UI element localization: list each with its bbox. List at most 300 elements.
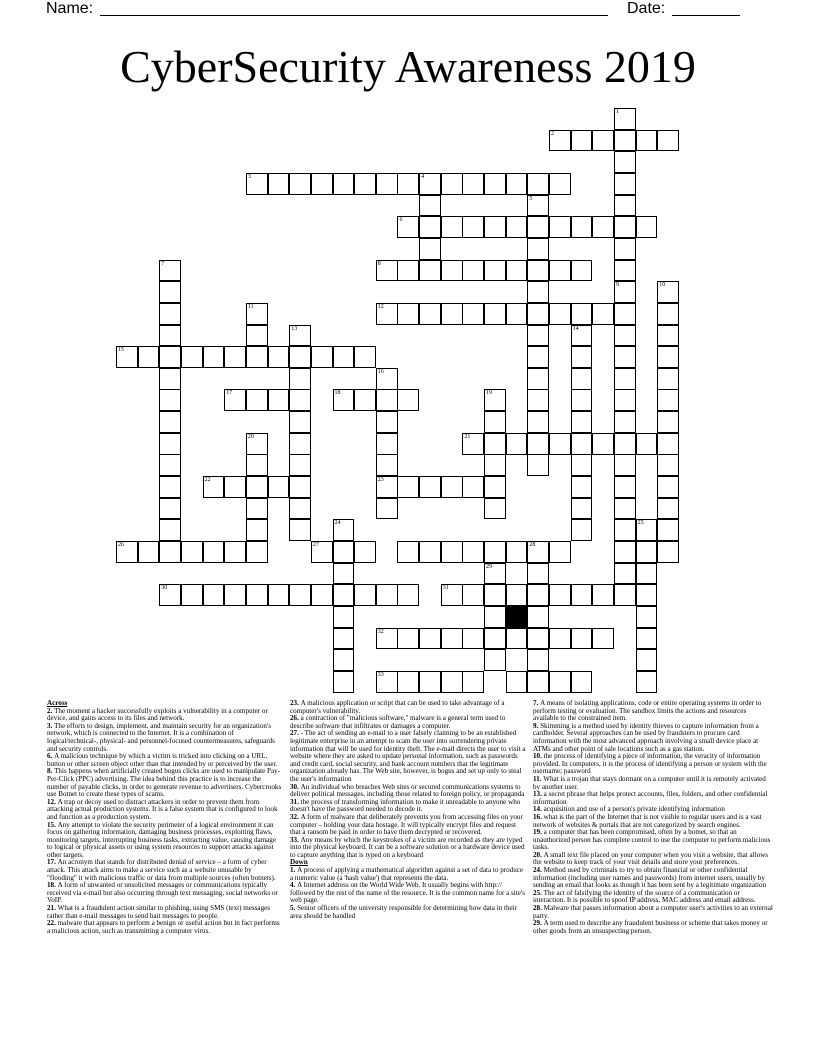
grid-cell[interactable] — [484, 454, 506, 476]
grid-cell[interactable] — [614, 563, 636, 585]
grid-cell[interactable] — [224, 389, 246, 411]
grid-cell[interactable] — [376, 433, 398, 455]
grid-cell[interactable] — [484, 476, 506, 498]
grid-cell[interactable] — [441, 541, 463, 563]
grid-cell[interactable] — [657, 411, 679, 433]
grid-cell[interactable] — [419, 476, 441, 498]
grid-cell[interactable] — [571, 584, 593, 606]
grid-cell[interactable] — [571, 433, 593, 455]
grid-cell[interactable] — [614, 346, 636, 368]
grid-cell[interactable] — [527, 346, 549, 368]
clue-number: 1. — [290, 866, 298, 875]
grid-cell[interactable] — [268, 584, 290, 606]
grid-cell[interactable] — [484, 216, 506, 238]
grid-cell[interactable] — [484, 541, 506, 563]
cell-number: 32 — [377, 628, 384, 635]
grid-cell[interactable] — [614, 454, 636, 476]
clue-text: a computer that has been compromised, often by a botnet, so that an unauthorized person has complete control to use the computer to perform malicious tasks. — [533, 828, 771, 852]
grid-cell[interactable] — [657, 346, 679, 368]
grid-cell[interactable] — [506, 303, 528, 325]
grid-cell[interactable] — [462, 260, 484, 282]
grid-cell[interactable] — [333, 541, 355, 563]
grid-cell[interactable] — [354, 173, 376, 195]
grid-cell[interactable] — [462, 628, 484, 650]
grid-cell[interactable] — [376, 584, 398, 606]
grid-cell[interactable] — [159, 368, 181, 390]
grid-cell[interactable] — [376, 389, 398, 411]
clue-item — [533, 829, 773, 852]
grid-cell[interactable] — [268, 476, 290, 498]
grid-cell[interactable] — [181, 541, 203, 563]
grid-cell[interactable] — [484, 563, 506, 585]
grid-cell[interactable] — [571, 325, 593, 347]
grid-cell[interactable] — [268, 346, 290, 368]
grid-cell[interactable] — [527, 260, 549, 282]
grid-cell[interactable] — [376, 498, 398, 520]
grid-cell[interactable] — [484, 606, 506, 628]
grid-cell[interactable] — [246, 325, 268, 347]
clue-item — [290, 715, 526, 730]
grid-cell[interactable] — [159, 433, 181, 455]
grid-cell[interactable] — [571, 346, 593, 368]
grid-cell[interactable] — [549, 130, 571, 152]
grid-cell[interactable] — [462, 584, 484, 606]
grid-cell[interactable] — [527, 606, 549, 628]
grid-cell[interactable] — [614, 195, 636, 217]
grid-cell[interactable] — [549, 260, 571, 282]
grid-cell[interactable] — [527, 628, 549, 650]
grid-cell[interactable] — [484, 173, 506, 195]
grid-cell[interactable] — [246, 519, 268, 541]
grid-cell[interactable] — [289, 433, 311, 455]
grid-cell[interactable] — [224, 541, 246, 563]
grid-cell[interactable] — [289, 389, 311, 411]
grid-cell[interactable] — [484, 433, 506, 455]
grid-cell[interactable] — [657, 433, 679, 455]
grid-cell[interactable] — [376, 173, 398, 195]
grid-cell[interactable] — [614, 281, 636, 303]
clue-text: Any means by which the keystrokes of a victim are recorded as they are typed into the physical keyboard. It can be a software solution or a hardware device used to capture anything that is typed on a keyboard — [290, 835, 525, 859]
grid-cell[interactable] — [138, 541, 160, 563]
grid-cell[interactable] — [159, 411, 181, 433]
grid-cell[interactable] — [224, 476, 246, 498]
grid-cell[interactable] — [376, 411, 398, 433]
clue-text: An acronym that stands for distributed denial of service – a form of cyber attack. This attack aims to make a service such as a website unusable by "flooding" it with malicious traffic or data from multiple sources (often botnets). — [47, 858, 276, 882]
grid-cell[interactable] — [419, 541, 441, 563]
grid-cell[interactable] — [571, 476, 593, 498]
grid-cell[interactable] — [246, 476, 268, 498]
grid-cell[interactable] — [333, 628, 355, 650]
grid-cell[interactable] — [311, 584, 333, 606]
grid-cell[interactable] — [181, 584, 203, 606]
grid-cell[interactable] — [289, 584, 311, 606]
grid-cell[interactable] — [246, 584, 268, 606]
clue-item — [47, 882, 283, 905]
grid-cell[interactable] — [419, 173, 441, 195]
grid-cell[interactable] — [636, 606, 658, 628]
grid-cell[interactable] — [527, 195, 549, 217]
clue-number: 26. — [290, 714, 301, 723]
grid-cell[interactable] — [397, 389, 419, 411]
grid-cell[interactable] — [657, 454, 679, 476]
grid-cell[interactable] — [246, 346, 268, 368]
grid-cell[interactable] — [549, 173, 571, 195]
grid-cell[interactable] — [159, 541, 181, 563]
grid-cell[interactable] — [571, 454, 593, 476]
grid-cell[interactable] — [614, 433, 636, 455]
grid-cell[interactable] — [159, 454, 181, 476]
grid-cell[interactable] — [246, 498, 268, 520]
grid-cell[interactable] — [333, 584, 355, 606]
grid-cell[interactable] — [657, 389, 679, 411]
grid-cell[interactable] — [527, 411, 549, 433]
grid-cell[interactable] — [614, 389, 636, 411]
clue-item — [290, 867, 526, 882]
clue-text: Any attempt to violate the security perimeter of a logical environment it can focus on gathering information, damaging business processes, exploiting flaws, monitoring targets, interrupting business tasks, extracting value, causing damage to logical or physical assets or using system resources to support attacks against other targets. — [47, 820, 276, 859]
grid-cell[interactable] — [636, 216, 658, 238]
grid-cell[interactable] — [614, 411, 636, 433]
grid-cell[interactable] — [592, 303, 614, 325]
cell-number: 27 — [312, 542, 319, 548]
grid-cell[interactable] — [549, 628, 571, 650]
grid-cell[interactable] — [614, 173, 636, 195]
grid-cell[interactable] — [527, 238, 549, 260]
grid-cell[interactable] — [419, 671, 441, 693]
name-line[interactable] — [100, 15, 608, 16]
grid-cell[interactable] — [246, 389, 268, 411]
clue-number: 7. — [533, 699, 541, 707]
grid-cell[interactable] — [376, 368, 398, 390]
grid-cell[interactable] — [571, 303, 593, 325]
grid-cell[interactable] — [571, 260, 593, 282]
grid-cell[interactable] — [116, 541, 138, 563]
grid-cell[interactable] — [159, 389, 181, 411]
grid-cell[interactable] — [246, 303, 268, 325]
grid-cell[interactable] — [397, 541, 419, 563]
grid-cell[interactable] — [419, 628, 441, 650]
grid-cell[interactable] — [484, 411, 506, 433]
grid-cell[interactable] — [636, 519, 658, 541]
grid-cell[interactable] — [657, 498, 679, 520]
grid-cell[interactable] — [268, 389, 290, 411]
grid-cell[interactable] — [614, 476, 636, 498]
grid-cell[interactable] — [657, 519, 679, 541]
grid-cell[interactable] — [527, 216, 549, 238]
clue-number: 12. — [47, 797, 58, 806]
grid-cell[interactable] — [246, 433, 268, 455]
grid-cell[interactable] — [592, 216, 614, 238]
grid-cell[interactable] — [549, 671, 571, 693]
grid-cell[interactable] — [397, 216, 419, 238]
grid-cell[interactable] — [571, 671, 593, 693]
grid-cell[interactable] — [159, 498, 181, 520]
grid-cell[interactable] — [614, 519, 636, 541]
grid-cell[interactable] — [289, 368, 311, 390]
grid-cell[interactable] — [116, 346, 138, 368]
grid-cell[interactable] — [506, 433, 528, 455]
grid-cell[interactable] — [657, 368, 679, 390]
clue-text: A form of malware that deliberately prevents you from accessing files on your computer – holding your data hostage. It will typically encrypt files and request that a ransom be paid in order to have them decrypted or recovered. — [290, 812, 523, 837]
grid-cell[interactable] — [333, 173, 355, 195]
grid-cell[interactable] — [571, 389, 593, 411]
grid-cell[interactable] — [527, 368, 549, 390]
grid-cell[interactable] — [376, 303, 398, 325]
grid-cell[interactable] — [289, 411, 311, 433]
grid-cell[interactable] — [333, 649, 355, 671]
grid-cell[interactable] — [311, 541, 333, 563]
grid-cell[interactable] — [333, 346, 355, 368]
grid-cell[interactable] — [636, 541, 658, 563]
grid-cell[interactable] — [506, 628, 528, 650]
clue-number: 27. — [290, 729, 301, 738]
grid-cell[interactable] — [527, 433, 549, 455]
grid-cell[interactable] — [376, 671, 398, 693]
grid-cell[interactable] — [636, 563, 658, 585]
grid-cell[interactable] — [614, 260, 636, 282]
grid-cell[interactable] — [614, 325, 636, 347]
grid-cell[interactable] — [203, 476, 225, 498]
grid-cell[interactable] — [419, 303, 441, 325]
grid-cell[interactable] — [138, 346, 160, 368]
grid-cell[interactable] — [333, 519, 355, 541]
grid-cell[interactable] — [636, 130, 658, 152]
clue-number: 2. — [47, 706, 55, 715]
grid-cell[interactable] — [203, 346, 225, 368]
clue-text: A trap or decoy used to distract attackers in order to prevent them from attacking actual production systems. It is a false system that is configured to look and function as a production system. — [47, 797, 278, 821]
grid-cell[interactable] — [506, 260, 528, 282]
clue-item — [47, 799, 283, 822]
cell-number: 31 — [442, 585, 449, 592]
grid-cell[interactable] — [571, 519, 593, 541]
grid-cell[interactable] — [571, 216, 593, 238]
grid-cell[interactable] — [376, 454, 398, 476]
grid-cell[interactable] — [376, 628, 398, 650]
grid-cell[interactable] — [397, 476, 419, 498]
clue-number: 16. — [533, 812, 544, 821]
clue-text: The efforts to design, implement, and maintain security for an organization's network, which is connected to the Internet. It is a combination of logical/technical-, physical- and personnel-focused countermeasures, safeguards and security controls. — [47, 721, 275, 753]
grid-cell[interactable] — [592, 130, 614, 152]
grid-cell[interactable] — [636, 671, 658, 693]
grid-cell[interactable] — [224, 346, 246, 368]
grid-cell[interactable] — [571, 130, 593, 152]
grid-cell[interactable] — [224, 584, 246, 606]
grid-cell[interactable] — [181, 346, 203, 368]
grid-cell[interactable] — [441, 628, 463, 650]
grid-cell[interactable] — [571, 411, 593, 433]
grid-cell[interactable] — [159, 346, 181, 368]
grid-cell[interactable] — [527, 649, 549, 671]
grid-cell[interactable] — [484, 628, 506, 650]
grid-cell[interactable] — [441, 584, 463, 606]
grid-cell[interactable] — [657, 130, 679, 152]
grid-cell[interactable] — [419, 195, 441, 217]
grid-cell[interactable] — [419, 260, 441, 282]
grid-cell[interactable] — [614, 584, 636, 606]
grid-cell[interactable] — [506, 173, 528, 195]
grid-cell[interactable] — [289, 476, 311, 498]
grid-cell[interactable] — [462, 173, 484, 195]
grid-cell[interactable] — [289, 498, 311, 520]
grid-cell[interactable] — [614, 151, 636, 173]
grid-cell[interactable] — [441, 671, 463, 693]
grid-cell[interactable] — [614, 541, 636, 563]
grid-cell[interactable] — [484, 649, 506, 671]
grid-cell[interactable] — [657, 325, 679, 347]
grid-cell[interactable] — [527, 541, 549, 563]
grid-cell[interactable] — [289, 519, 311, 541]
clue-number: 3. — [47, 721, 55, 730]
clue-text: This happens when artificially created bogus clicks are used to manipulate Pay-Per-Click (PPC) advertising. The idea behind this practice is to increase the number of payable clicks, in order to generate revenue to advertisers. Cybercrooks use Botnet to create these types of scams. — [47, 767, 282, 799]
grid-cell[interactable] — [289, 454, 311, 476]
grid-cell[interactable] — [268, 173, 290, 195]
grid-cell[interactable] — [397, 260, 419, 282]
grid-cell[interactable] — [419, 238, 441, 260]
grid-cell[interactable] — [159, 325, 181, 347]
grid-cell[interactable] — [549, 584, 571, 606]
grid-cell[interactable] — [159, 584, 181, 606]
grid-cell[interactable] — [354, 541, 376, 563]
grid-cell[interactable] — [289, 173, 311, 195]
clue-item — [290, 730, 526, 783]
grid-cell[interactable] — [376, 476, 398, 498]
grid-cell[interactable] — [246, 454, 268, 476]
grid-cell[interactable] — [333, 671, 355, 693]
grid-cell[interactable] — [159, 303, 181, 325]
grid-cell[interactable] — [376, 260, 398, 282]
grid-cell[interactable] — [614, 108, 636, 130]
grid-cell[interactable] — [614, 498, 636, 520]
grid-cell[interactable] — [592, 584, 614, 606]
clue-item — [533, 890, 773, 905]
grid-cell[interactable] — [203, 584, 225, 606]
grid-cell[interactable] — [636, 628, 658, 650]
grid-cell[interactable] — [527, 389, 549, 411]
grid-cell[interactable] — [441, 173, 463, 195]
grid-cell[interactable] — [462, 476, 484, 498]
grid-cell[interactable] — [614, 238, 636, 260]
grid-cell[interactable] — [527, 454, 549, 476]
grid-cell[interactable] — [462, 671, 484, 693]
clue-item — [47, 723, 283, 753]
cell-number: 19 — [486, 390, 493, 397]
grid-cell[interactable] — [527, 671, 549, 693]
grid-cell[interactable] — [484, 584, 506, 606]
grid-cell[interactable] — [311, 346, 333, 368]
grid-cell[interactable] — [462, 541, 484, 563]
grid-cell[interactable] — [549, 216, 571, 238]
date-label: Date: — [627, 0, 666, 17]
grid-cell[interactable] — [159, 260, 181, 282]
grid-cell[interactable] — [657, 281, 679, 303]
clue-text: What is a trojan that stays dormant on a computer until it is remotely activated by another user. — [533, 774, 766, 791]
grid-cell[interactable] — [614, 216, 636, 238]
grid-cell[interactable] — [527, 325, 549, 347]
grid-cell[interactable] — [506, 216, 528, 238]
grid-cell[interactable] — [484, 498, 506, 520]
grid-cell[interactable] — [159, 519, 181, 541]
grid-cell[interactable] — [441, 216, 463, 238]
grid-cell[interactable] — [354, 346, 376, 368]
grid-cell[interactable] — [462, 303, 484, 325]
grid-cell[interactable] — [614, 130, 636, 152]
grid-cell[interactable] — [397, 584, 419, 606]
grid-cell[interactable] — [397, 173, 419, 195]
grid-cell[interactable] — [333, 563, 355, 585]
clue-text: A malicious technique by which a victim is tricked into clicking on a URL, button or other screen object other than that intended by or perceived by the user. — [47, 752, 278, 768]
grid-cell[interactable] — [462, 433, 484, 455]
grid-cell[interactable] — [636, 649, 658, 671]
grid-cell[interactable] — [506, 671, 528, 693]
clue-number: 33. — [290, 835, 301, 844]
grid-cell[interactable] — [592, 628, 614, 650]
cell-number: 21 — [464, 433, 471, 440]
grid-cell[interactable] — [549, 303, 571, 325]
grid-cell[interactable] — [527, 584, 549, 606]
grid-cell[interactable] — [311, 173, 333, 195]
grid-cell[interactable] — [571, 628, 593, 650]
grid-cell[interactable] — [159, 476, 181, 498]
grid-cell[interactable] — [657, 303, 679, 325]
grid-cell[interactable] — [657, 541, 679, 563]
grid-cell[interactable] — [614, 368, 636, 390]
clue-item — [47, 822, 283, 860]
grid-cell[interactable] — [397, 671, 419, 693]
grid-cell[interactable] — [484, 303, 506, 325]
grid-cell[interactable] — [246, 173, 268, 195]
grid-cell[interactable] — [527, 303, 549, 325]
grid-cell[interactable] — [419, 216, 441, 238]
clue-text: A small text file placed on your computer when you visit a website, that allows the website to keep track of your visit details and store your preferences. — [533, 850, 769, 867]
grid-cell[interactable] — [289, 325, 311, 347]
grid-cell[interactable] — [571, 368, 593, 390]
grid-cell[interactable] — [159, 281, 181, 303]
grid-cell[interactable] — [203, 541, 225, 563]
grid-cell[interactable] — [549, 541, 571, 563]
grid-cell[interactable] — [441, 260, 463, 282]
grid-cell[interactable] — [527, 563, 549, 585]
grid-cell[interactable] — [614, 303, 636, 325]
grid-cell[interactable] — [527, 281, 549, 303]
grid-cell[interactable] — [354, 389, 376, 411]
grid-cell[interactable] — [462, 216, 484, 238]
grid-cell[interactable] — [549, 433, 571, 455]
grid-cell[interactable] — [484, 389, 506, 411]
grid-cell[interactable] — [289, 346, 311, 368]
grid-cell[interactable] — [592, 433, 614, 455]
grid-cell[interactable] — [246, 541, 268, 563]
grid-cell[interactable] — [506, 584, 528, 606]
grid-cell[interactable] — [441, 303, 463, 325]
grid-cell[interactable] — [397, 303, 419, 325]
grid-cell[interactable] — [506, 541, 528, 563]
grid-cell[interactable] — [333, 606, 355, 628]
grid-cell[interactable] — [636, 433, 658, 455]
grid-cell[interactable] — [354, 584, 376, 606]
grid-cell[interactable] — [527, 173, 549, 195]
clue-number: 25. — [533, 888, 544, 897]
grid-cell[interactable] — [441, 476, 463, 498]
grid-cell[interactable] — [636, 584, 658, 606]
grid-cell[interactable] — [397, 628, 419, 650]
clue-number: 14. — [533, 805, 544, 814]
grid-cell[interactable] — [333, 389, 355, 411]
grid-cell[interactable] — [484, 260, 506, 282]
clue-number: 23. — [290, 699, 301, 707]
grid-cell[interactable] — [657, 476, 679, 498]
clue-number: 17. — [47, 858, 58, 867]
grid-cell[interactable] — [571, 498, 593, 520]
date-line[interactable] — [672, 15, 740, 16]
